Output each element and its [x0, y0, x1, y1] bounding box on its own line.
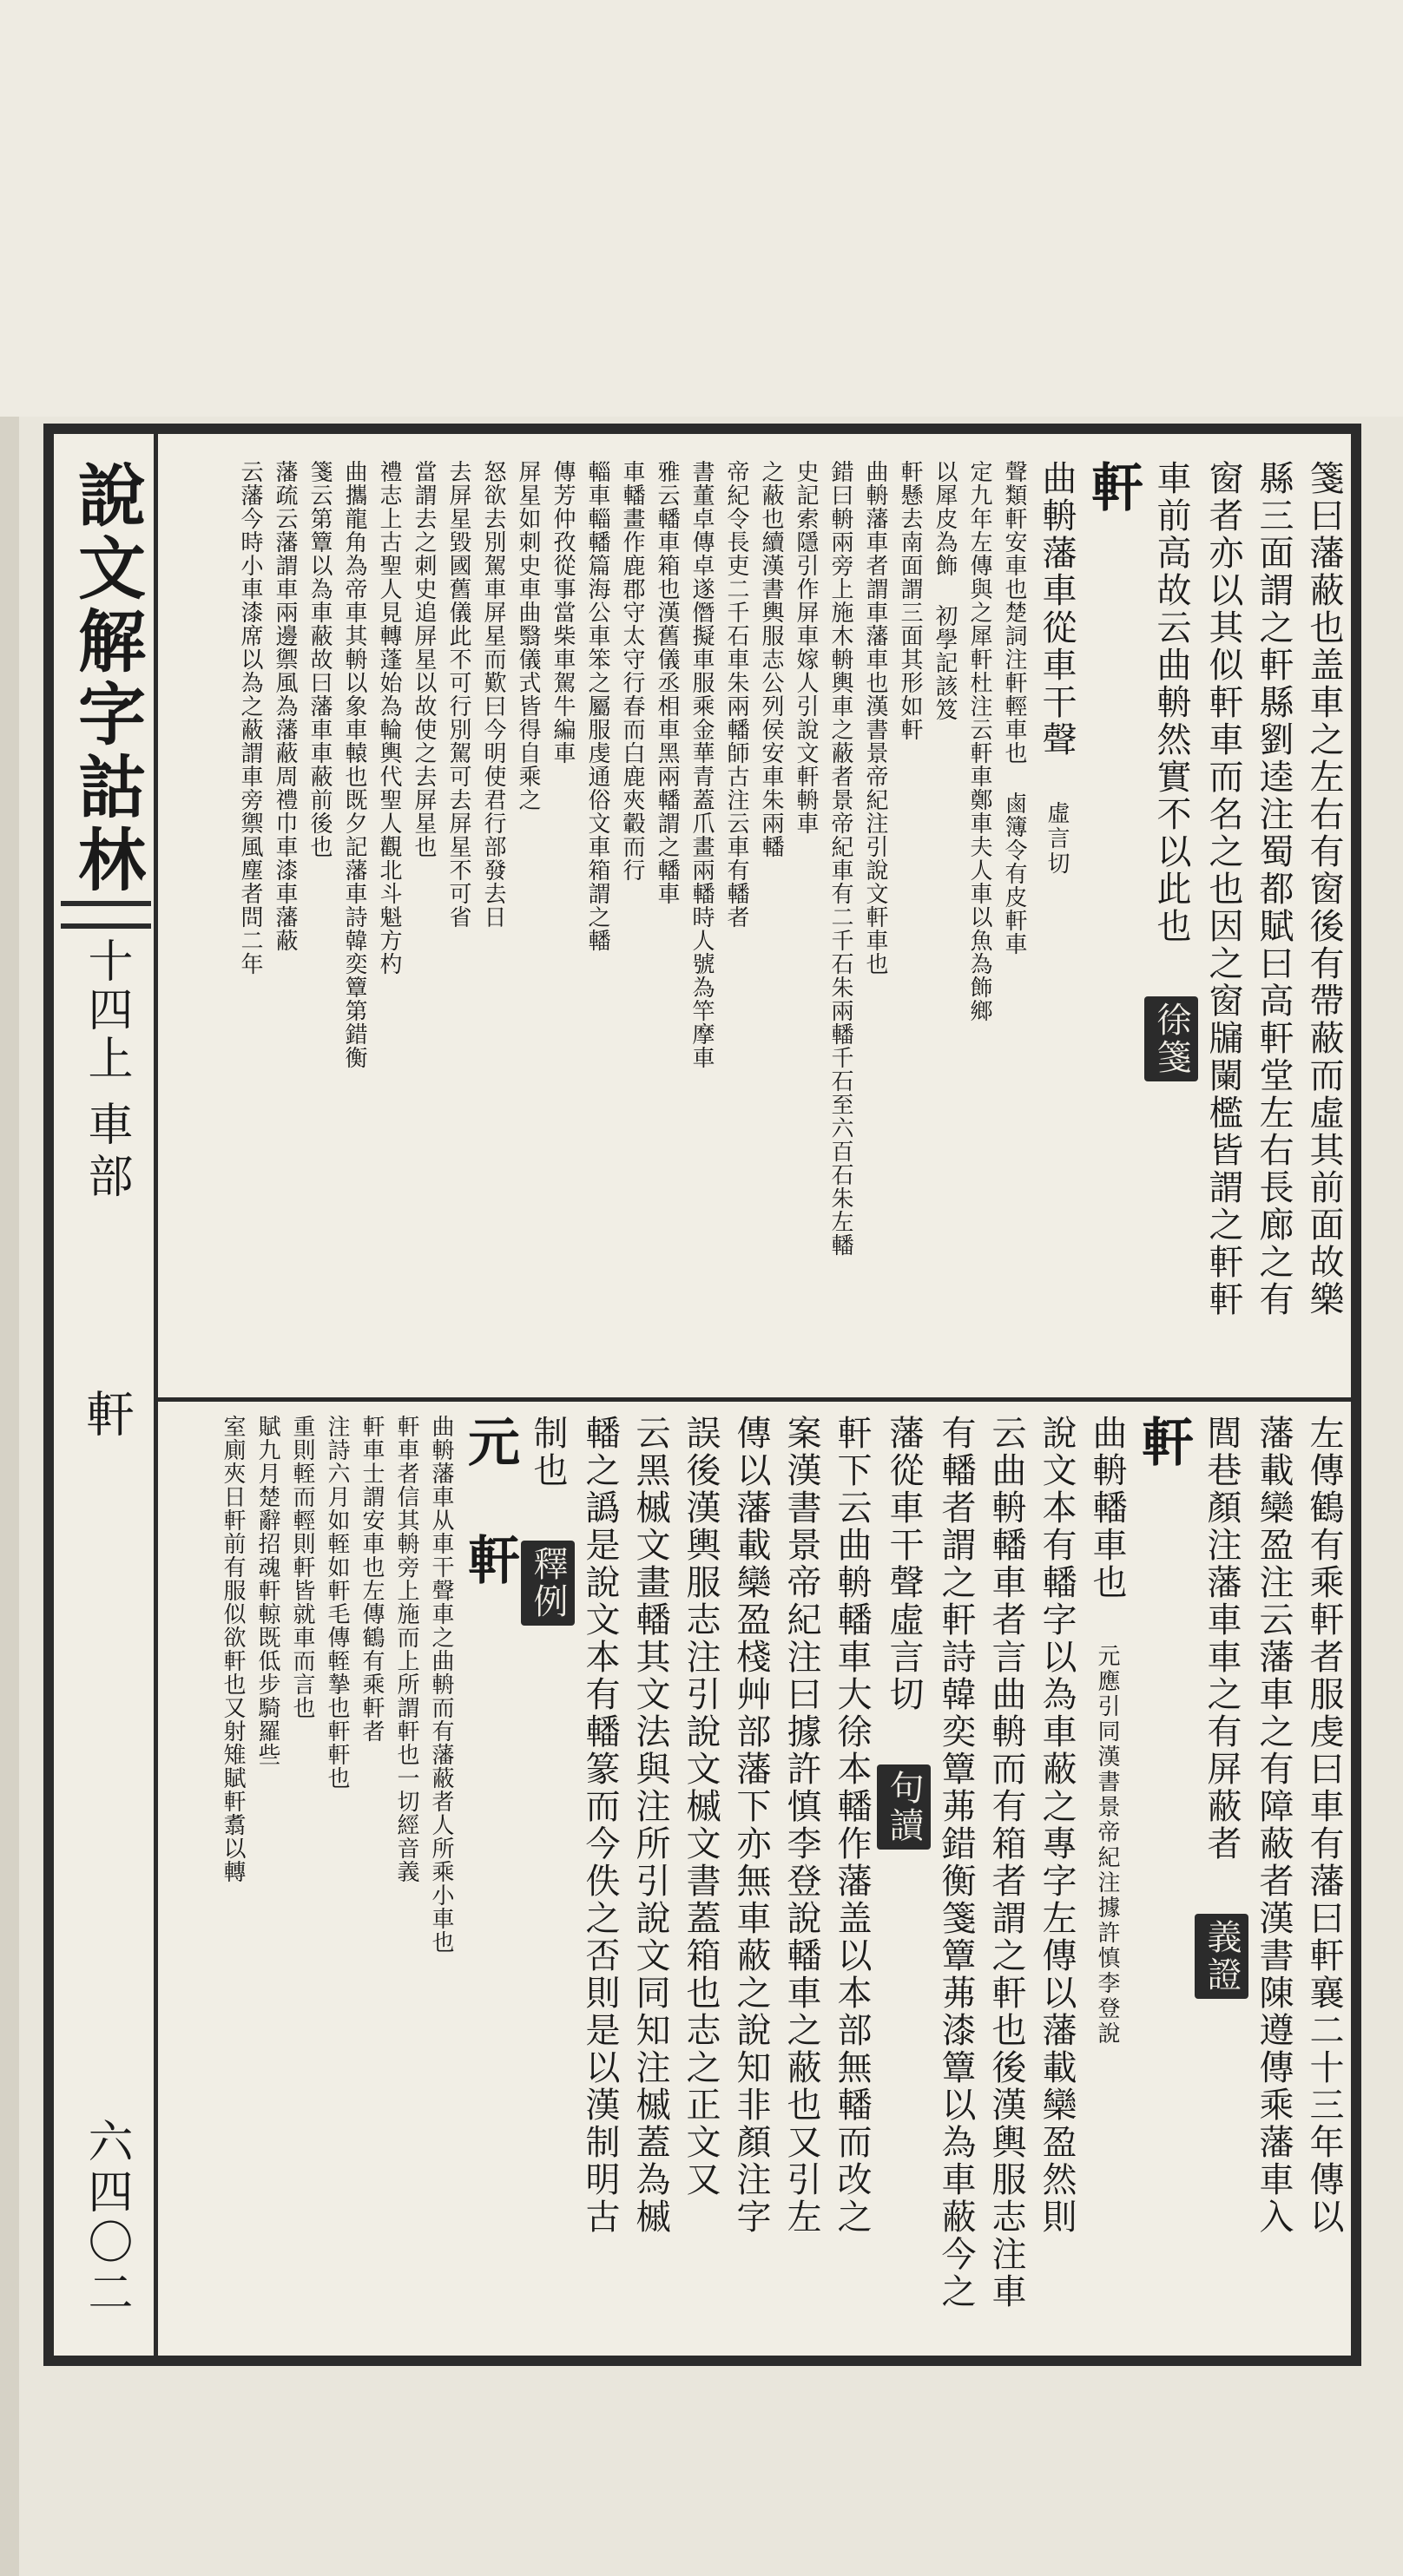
section-divider: [158, 1397, 1351, 1402]
source-tag: 句讀: [877, 1764, 931, 1850]
note-column: 軒車者信其輈旁上施而上所謂軒也一切經音義: [393, 1415, 419, 1883]
note-column: 箋云第簟以為車蔽故曰藩車車蔽前後也: [306, 460, 333, 858]
note-column: 曲攜龍角為帝車其輈以象車轅也既夕記藩車詩韓奕簟第錯衡: [341, 460, 367, 1069]
note-column: 重則輊而輕則軒皆就車而言也: [289, 1415, 315, 1719]
text-column: 軒下云曲輈轓車大徐本轓作藩盖以本部無轓而改之: [832, 1415, 872, 2236]
text-column: [1144, 460, 1198, 1389]
head-text: 曲輈轓車也: [1087, 1415, 1127, 1601]
note-column: 曲輈藩車者謂車藩車也漢書景帝紀注引說文軒車也: [862, 460, 888, 976]
book-title: 說文解字詁林: [67, 460, 146, 897]
entry-definition: [1031, 460, 1082, 1389]
note-column: 云藩今時小車漆席以為之蔽謂車旁禦風塵者問二年: [237, 460, 263, 976]
text-run: 車前高故云曲輈然實不以此也: [1151, 460, 1191, 945]
note-column: 去屏星毀國舊儀此不可行別駕可去屏星不可省: [445, 460, 471, 929]
note-column: 雅云轓車箱也漢舊儀丞相車黑兩轓謂之轓車: [654, 460, 680, 905]
bottom-section: [160, 1415, 1349, 2352]
note-column: 賦九月楚辭招魂軒輬既低步騎羅些: [254, 1415, 280, 1766]
note-column: 傳芳仲孜從事當柴車駕牛編車: [550, 460, 576, 765]
text-column: [1195, 1415, 1248, 2352]
entry-heading: [1132, 1415, 1195, 2352]
text-column: 案漢書景帝紀注曰據許慎李登說轓車之蔽也又引左: [781, 1415, 821, 2236]
text-column: [877, 1415, 931, 2352]
text-column: 傳以藩載欒盈棧艸部藩下亦無車蔽之說知非顏注字: [731, 1415, 771, 2236]
text-column: 箋曰藩蔽也盖車之左右有窗後有帶蔽而虛其前面故樂: [1304, 460, 1344, 1318]
head-note: 虛言切: [1044, 801, 1070, 877]
text-column: [521, 1415, 575, 2352]
note-column: 禮志上古聖人見轉蓬始為輪輿代聖人觀北斗魁方杓: [376, 460, 402, 976]
note-column: 軒車士謂安車也左傳鶴有乘軒者: [359, 1415, 385, 1743]
head-char: 軒: [1083, 460, 1143, 515]
note-column: 之蔽也續漢書輿服志公列侯安車朱兩轓: [758, 460, 784, 858]
entry-heading: 元 軒: [459, 1415, 520, 1587]
note-column: 聲類軒安車也楚詞注軒輕車也 鹵簿令有皮軒車: [1001, 460, 1027, 956]
text-column: 藩載欒盈注云藩車之有障蔽者漢書陳遵傳乘藩車入: [1254, 1415, 1294, 2236]
note-column: 怒欲去別駕車屏星而歎曰今明使君行部發去日: [480, 460, 506, 929]
source-tag: 義證: [1195, 1914, 1248, 1999]
text-column: 誤後漢輿服志注引說文槭文書蓋箱也志之正文又: [681, 1415, 721, 2198]
source-tag: 徐箋: [1144, 996, 1198, 1081]
text-column: 轓之譌是說文本有轓篆而今佚之否則是以漢制明古: [580, 1415, 620, 2236]
note-column: 藩疏云藩謂車兩邊禦風為藩蔽周禮巾車漆車藩蔽: [272, 460, 298, 952]
text-run: 制也: [528, 1415, 568, 1489]
head-char: 軒: [1133, 1415, 1194, 1469]
entry-heading: [1082, 460, 1144, 1389]
text-column: 有轓者謂之軒詩韓奕簟茀錯衡箋簟茀漆簟以為車蔽今之: [936, 1415, 976, 2310]
volume-label: 十四上: [80, 937, 132, 1083]
text-column: 縣三面謂之軒縣劉逵注蜀都賦曰高軒堂左右長廊之有: [1254, 460, 1294, 1318]
text-column: 窗者亦以其似軒車而名之也因之窗牖闌檻皆謂之軒軒: [1203, 460, 1243, 1318]
note-column: 軒懸去南面謂三面其形如軒: [897, 460, 923, 741]
entry-definition: [1082, 1415, 1132, 2352]
top-section: [160, 460, 1349, 1389]
head-text: 曲輈藩車從車干聲: [1037, 460, 1077, 759]
text-run: 閭巷顏注藩車車之有屏蔽者: [1202, 1415, 1242, 1863]
head-note: 元應引同漢書景帝紀注據許慎李登說: [1094, 1644, 1120, 2047]
text-column: 說文本有轓字以為車蔽之專字左傳以藩載欒盈然則: [1037, 1415, 1077, 2236]
text-column: 云黑槭文畫轓其文法與注所引說文同知注槭蓋為槭: [630, 1415, 670, 2236]
note-column: 輜車輜轓篇海公車笨之屬服虔通俗文車箱謂之轓: [584, 460, 610, 952]
text-run: 藩從車干聲虛言切: [884, 1415, 924, 1713]
text-column: 云曲輈轓車者言曲輈而有箱者謂之軒也後漢輿服志注車: [986, 1415, 1026, 2310]
note-column: 定九年左傳與之犀軒杜注云軒車鄭車夫人車以魚為飾鄉: [966, 460, 992, 1022]
text-column: 左傳鶴有乘軒者服虔曰車有藩曰軒襄二十三年傳以: [1304, 1415, 1344, 2236]
chapter-label: 車部: [80, 1101, 132, 1205]
radical-label: 軒: [78, 1389, 135, 1437]
note-column: 以犀皮為飾 初學記該笈: [932, 460, 958, 721]
note-column: 當謂去之刺史追屏星以故使之去屏星也: [411, 460, 437, 858]
page-number: 六四〇二: [80, 2118, 132, 2319]
note-column: 書董卓傳卓遂僭擬車服乘金華青蓋爪畫兩轓時人號為竿摩車: [688, 460, 715, 1069]
note-column: 注詩六月如輊如軒毛傳輊摯也軒軒也: [324, 1415, 350, 1790]
note-column: 屏星如刺史車曲翳儀式皆得自乘之: [515, 460, 541, 812]
fishtail-ornament: [61, 901, 151, 929]
note-column: 室廁夾日軒前有服似欲軒也又射雉賦軒翥以轉: [220, 1415, 246, 1883]
note-column: 曲輈藩車从車干聲車之曲輈而有藩蔽者人所乘小車也: [428, 1415, 454, 1954]
blank-margin: [0, 0, 1403, 417]
note-column: 帝紀令長吏二千石車朱兩轓師古注云車有轓者: [723, 460, 749, 929]
note-column: 史記索隱引作屏車嫁人引說文軒輈車: [793, 460, 819, 835]
note-column: 錯曰輈兩旁上施木輈輿車之蔽者景帝紀車有二千石朱兩轓千石至六百石朱左轓: [827, 460, 853, 1257]
source-tag: 釋例: [521, 1541, 575, 1626]
note-column: 車轓畫作鹿郡守太守行春而白鹿夾轂而行: [619, 460, 645, 882]
